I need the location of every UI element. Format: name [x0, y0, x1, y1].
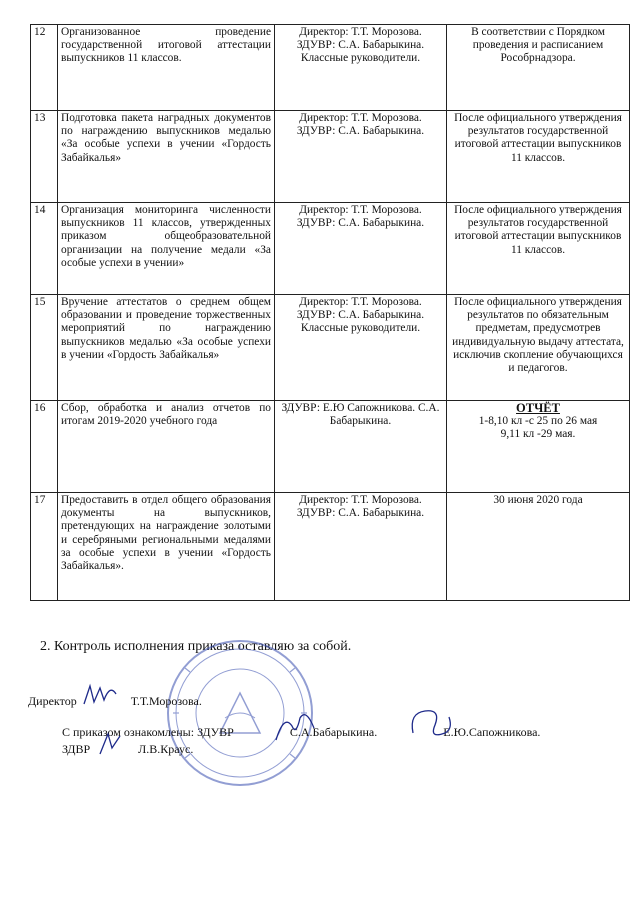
row-task: Сбор, обработка и анализ отчетов по итогам 2019-2020 учебного года	[58, 401, 275, 493]
row-number: 12	[31, 25, 58, 111]
row-term: После официального утверждения результатов по обязательным предметам, предусмотрев индивидуальную выдачу аттестата, исключив скопление обучающихся и педагогов.	[447, 295, 630, 401]
row-task: Предоставить в отдел общего образования документы на выпускников, претендующих на награждение золотыми и серебряными региональными медалями за особые успехи в учении «Гордость Забайкалья».	[58, 493, 275, 601]
row-number: 16	[31, 401, 58, 493]
director-label: Директор	[28, 694, 77, 708]
row-responsible	[275, 111, 447, 203]
row-term: После официального утверждения результатов государственной итоговой аттестации выпускников 11 классов.	[447, 203, 630, 295]
row-task: Организация мониторинга численности выпускников 11 классов, утвержденных приказом общеобразовательной организации на получение медали «За особые успехи в учении»	[58, 203, 275, 295]
row-responsible	[275, 203, 447, 295]
responsible-line: Директор: Т.Т. Морозова.	[299, 112, 422, 124]
row-term: В соответствии с Порядком проведения и расписанием Рособрнадзора.	[447, 25, 630, 111]
responsible-line: Директор: Т.Т. Морозова.	[299, 204, 422, 216]
director-signature-icon	[80, 680, 120, 710]
term-line: 9,11 кл -29 мая.	[500, 428, 576, 441]
row-number: 14	[31, 203, 58, 295]
responsible-line: ЗДУВР: С.А. Бабарыкина.	[296, 39, 425, 52]
table-row	[31, 493, 630, 601]
report-title: ОТЧЁТ	[516, 401, 560, 415]
zdvr-line	[62, 742, 193, 756]
table-row	[31, 25, 630, 111]
zdvr-label: ЗДВР	[62, 742, 91, 756]
row-number: 15	[31, 295, 58, 401]
responsible-line: Директор: Т.Т. Морозова.	[299, 296, 422, 308]
director-name: Т.Т.Морозова.	[130, 694, 202, 708]
row-task: Вручение аттестатов о среднем общем образовании и проведение торжественных мероприятий по награждению выпускников медалью «За особые успехи в учении «Гордость Забайкалья»	[58, 295, 275, 401]
row-responsible	[275, 25, 447, 111]
row-number: 17	[31, 493, 58, 601]
row-task: Организованное проведение государственной итоговой аттестации выпускников 11 классов.	[58, 25, 275, 111]
ack-name-1: С.А.Бабарыкина.	[289, 725, 378, 739]
row-responsible	[275, 401, 447, 493]
responsible-line: ЗДУВР: С.А. Бабарыкина.	[296, 309, 425, 322]
sapozhnikova-signature-icon	[405, 703, 455, 745]
term-line: 1-8,10 кл -с 25 по 26 мая	[478, 415, 598, 428]
row-responsible	[275, 295, 447, 401]
row-task: Подготовка пакета наградных документов по награждению выпускников медалью «За особые успехи в учении «Гордость Забайкалья»	[58, 111, 275, 203]
kraus-signature-icon	[96, 730, 126, 758]
ack-label: С приказом ознакомлены: ЗДУВР	[62, 725, 234, 739]
control-clause: 2. Контроль исполнения приказа оставляю за собой.	[40, 639, 352, 654]
table-row	[31, 111, 630, 203]
row-term: 30 июня 2020 года	[447, 493, 630, 601]
responsible-line: ЗДУВР: С.А. Бабарыкина.	[296, 217, 425, 230]
table-row	[31, 295, 630, 401]
ack-name-2: Е.Ю.Сапожникова.	[443, 725, 541, 739]
table-row	[31, 401, 630, 493]
row-term: После официального утверждения результатов государственной итоговой аттестации выпускников 11 классов.	[447, 111, 630, 203]
responsible-line: Классные руководители.	[300, 322, 421, 335]
responsible-line: ЗДУВР: Е.Ю Сапожникова. С.А. Бабарыкина.	[281, 402, 440, 428]
babarykina-signature-icon	[270, 706, 320, 746]
row-responsible	[275, 493, 447, 601]
plan-table	[30, 24, 630, 601]
row-number: 13	[31, 111, 58, 203]
table-row	[31, 203, 630, 295]
responsible-line: Директор: Т.Т. Морозова.	[299, 494, 422, 506]
responsible-line: ЗДУВР: С.А. Бабарыкина.	[296, 125, 425, 138]
responsible-line: Классные руководители.	[300, 52, 421, 65]
responsible-line: Директор: Т.Т. Морозова.	[299, 26, 422, 38]
responsible-line: ЗДУВР: С.А. Бабарыкина.	[296, 507, 425, 520]
zdvr-name: Л.В.Краус.	[138, 742, 194, 756]
row-term	[447, 401, 630, 493]
